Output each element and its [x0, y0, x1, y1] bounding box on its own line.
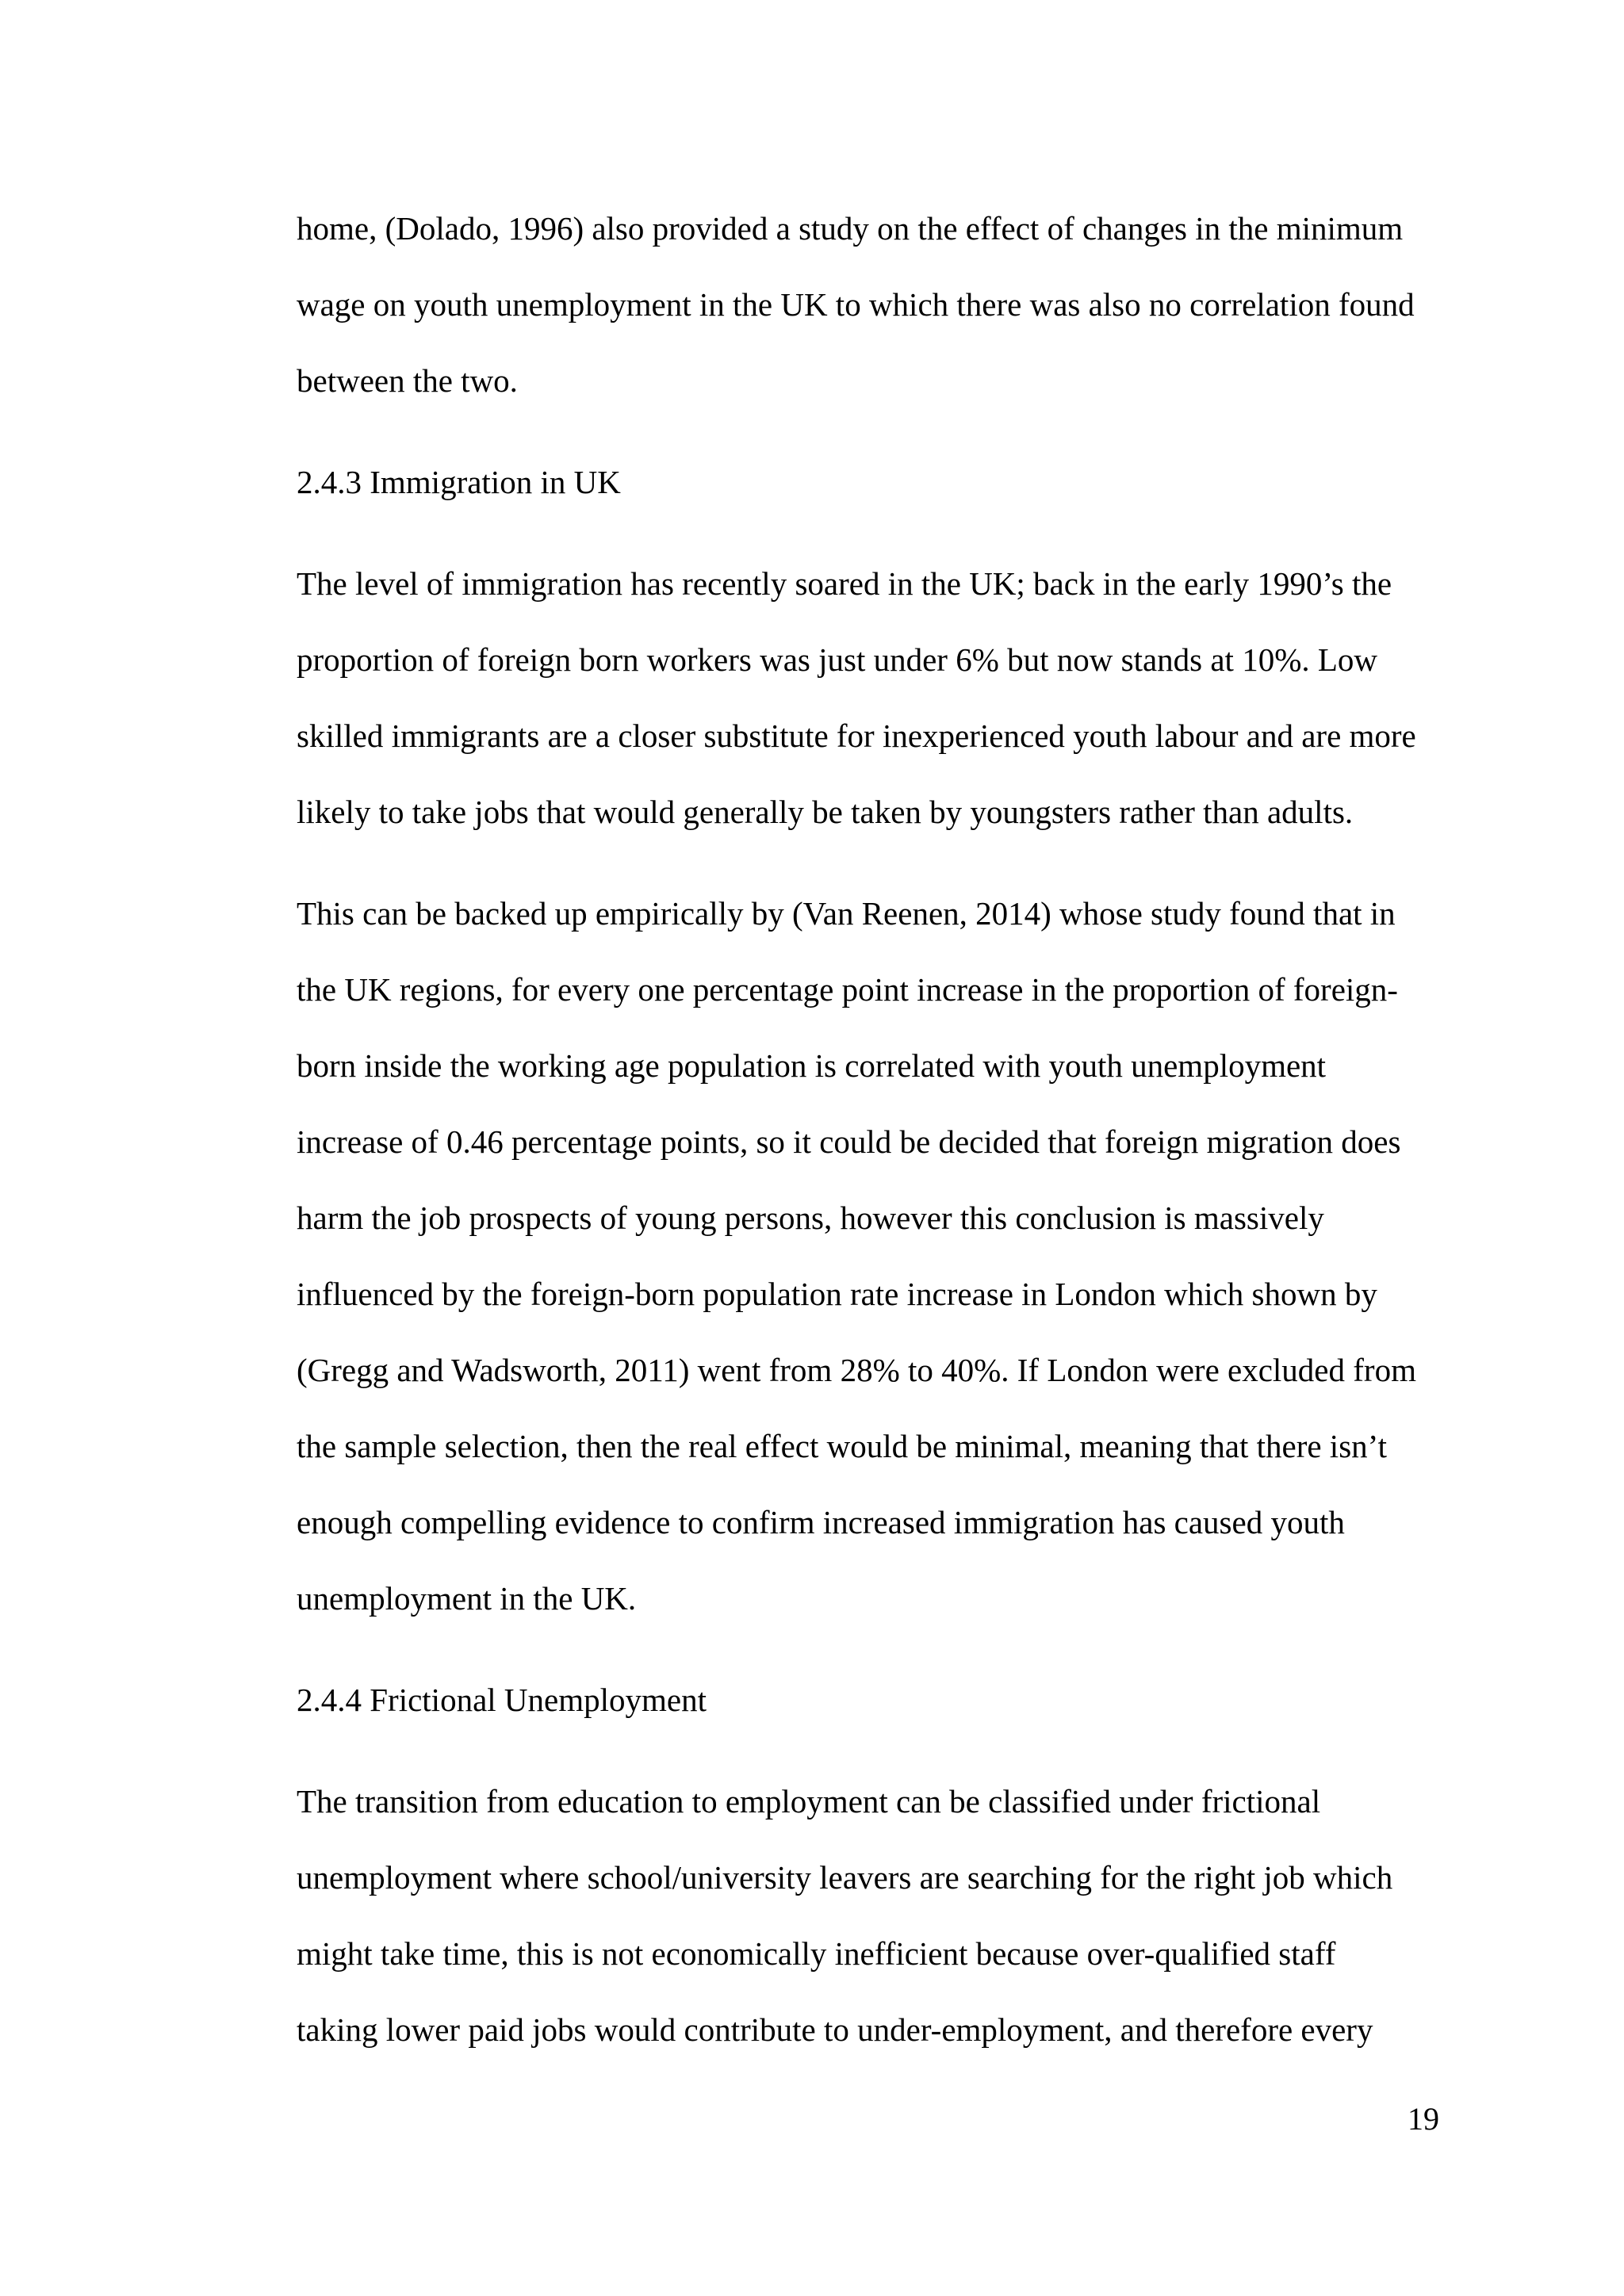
text-line: home, (Dolado, 1996) also provided a study on the effect of changes in the minimum [297, 210, 1404, 247]
page-number: 19 [1408, 2101, 1439, 2137]
page-content [297, 190, 1438, 2093]
paragraph-frictional-unemployment [297, 1763, 1438, 2068]
paragraph-empirical-evidence [297, 875, 1438, 1636]
text-line: between the two. [297, 362, 518, 399]
text-line: (Gregg and Wadsworth, 2011) went from 28% to 40%. If London were excluded from [297, 1352, 1416, 1388]
text-line: the UK regions, for every one percentage point increase in the proportion of foreign- [297, 971, 1398, 1008]
text-line: unemployment where school/university leavers are searching for the right job which [297, 1859, 1393, 1896]
text-line: the sample selection, then the real effect would be minimal, meaning that there isn’t [297, 1428, 1387, 1464]
text-line: proportion of foreign born workers was just under 6% but now stands at 10%. Low [297, 641, 1378, 678]
section-heading-frictional: 2.4.4 Frictional Unemployment [297, 1682, 707, 1718]
text-line: influenced by the foreign-born population rate increase in London which shown by [297, 1276, 1377, 1312]
paragraph-minimum-wage [297, 190, 1438, 419]
text-line: enough compelling evidence to confirm increased immigration has caused youth [297, 1504, 1345, 1540]
paragraph-immigration-level [297, 545, 1438, 850]
text-line: harm the job prospects of young persons, however this conclusion is massively [297, 1200, 1324, 1236]
text-line: taking lower paid jobs would contribute to under-employment, and therefore every [297, 2011, 1373, 2048]
text-line: This can be backed up empirically by (Van Reenen, 2014) whose study found that in [297, 895, 1396, 932]
text-line: The level of immigration has recently soared in the UK; back in the early 1990’s the [297, 565, 1392, 602]
text-line: skilled immigrants are a closer substitute for inexperienced youth labour and are more [297, 718, 1416, 754]
text-line: might take time, this is not economically inefficient because over-qualified staff [297, 1935, 1336, 1972]
text-line: increase of 0.46 percentage points, so it could be decided that foreign migration does [297, 1123, 1401, 1160]
section-heading-immigration: 2.4.3 Immigration in UK [297, 464, 621, 500]
text-line: wage on youth unemployment in the UK to which there was also no correlation found [297, 286, 1415, 323]
text-line: born inside the working age population is correlated with youth unemployment [297, 1047, 1327, 1084]
text-line: unemployment in the UK. [297, 1580, 637, 1617]
text-line: The transition from education to employment can be classified under frictional [297, 1783, 1321, 1820]
text-line: likely to take jobs that would generally be taken by youngsters rather than adults. [297, 794, 1354, 830]
